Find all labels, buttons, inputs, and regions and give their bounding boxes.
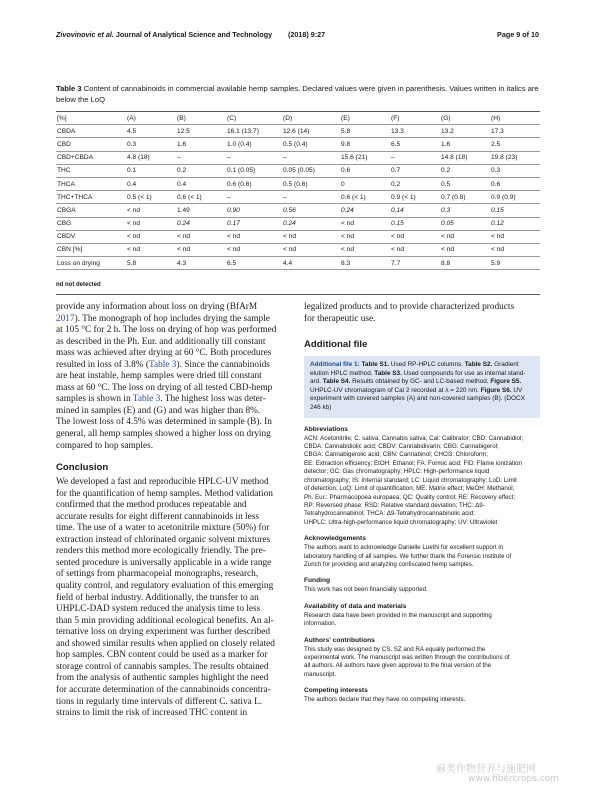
- table-caption-text: Content of cannabinoids in commercial available hemp samples. Declared values were given in parenthesis. Values written in italics are below the LoQ: [56, 84, 539, 104]
- table-cell: 0.3: [126, 138, 176, 151]
- text-line: This study was designed by CS. SZ and RA equally performed the: [304, 645, 486, 653]
- text-line: as described in the Ph. Eur. and additionally till constant: [56, 336, 266, 347]
- row-label: CBGA: [56, 204, 126, 217]
- availability-text: [304, 612, 540, 629]
- table-cell: 0.15: [490, 204, 540, 217]
- text-line: ternative loss on drying experiment was further described: [56, 627, 271, 638]
- table-cell: 0.7 (0.8): [440, 191, 490, 204]
- table-cell: 9.8: [340, 138, 390, 151]
- table-cell: < nd: [176, 230, 226, 243]
- table-header-cell: (D): [282, 112, 340, 125]
- table-cell: < nd: [390, 243, 440, 256]
- text-line: mined in samples (E) and (G) and was higher than 8%.: [56, 405, 261, 416]
- table-header-row: [56, 112, 540, 125]
- table-cell: 0.6: [340, 164, 390, 177]
- abbreviations-title: Abbreviations: [304, 425, 348, 433]
- text-line: renders this method more ecologically friendly. The pre-: [56, 546, 266, 557]
- table-row: [56, 217, 540, 230]
- table-cell: 12.6 (14): [282, 125, 340, 138]
- table-cell: < nd: [390, 230, 440, 243]
- text-line: storage control of cannabis samples. The results obtained: [56, 661, 269, 672]
- abbreviations-section: [304, 426, 540, 527]
- table-cell: 0.5 (< 1): [126, 191, 176, 204]
- text-line: are heat instable, hemp samples were dried till constant: [56, 371, 262, 382]
- additional-file-heading: Additional file: [304, 339, 368, 351]
- text-line: mass at 60 °C. The loss on drying of all tested CBD-hemp: [56, 382, 273, 393]
- table-header-cell: (H): [490, 112, 540, 125]
- table-cell: 4.4: [282, 257, 340, 270]
- table-header-cell: (F): [390, 112, 440, 125]
- table-cell: 1.6: [176, 138, 226, 151]
- table-cell: 0.4: [176, 177, 226, 190]
- table-cell: 0.24: [340, 204, 390, 217]
- text-line: provide any information about loss on drying (BfArM: [56, 302, 258, 312]
- table-bottom-rule: [56, 294, 540, 295]
- table-row: [56, 138, 540, 151]
- table-cell: 5.8: [126, 257, 176, 270]
- text-line: ACN: Acetonitrile; C. sativa: Cannabis sativa; Cal: Calibrator; CBD: Cannabidiol;: [304, 434, 524, 442]
- table-row: [56, 125, 540, 138]
- table-cell: 0.5: [440, 177, 490, 190]
- text-line: of detection; LoQ: Limit of quantification; ME: Matrix effect; MeOH: Methanol;: [304, 485, 515, 493]
- table-cell: 0.6 (< 1): [340, 191, 390, 204]
- table-cell: 0.15: [390, 217, 440, 230]
- funding-title: Funding: [304, 577, 330, 585]
- table-cell: –: [226, 151, 282, 164]
- text-line: experimental work. The manuscript was written through the contributions of: [304, 653, 510, 661]
- text-line: The authors declare that they have no competing interests.: [304, 696, 466, 704]
- journal-authors: Zivovinovic et al.: [56, 30, 114, 39]
- text-line: mass was achieved after drying at 60 °C. Both procedures: [56, 348, 272, 359]
- additional-file-box[interactable]: [304, 356, 540, 418]
- table-cell: 0.2: [176, 164, 226, 177]
- table-cell: 1.6: [440, 138, 490, 151]
- journal-year: (2018) 9:27: [288, 30, 326, 39]
- text-line: 2017). The monograph of hop includes drying the sample: [56, 313, 270, 324]
- row-label: THC: [56, 164, 126, 177]
- table-cell: 0.1: [126, 164, 176, 177]
- text-line: Additional file 1: Table S1. Used RP-HPLC columns. Table S2. Gradient: [310, 361, 519, 369]
- competing-title: Competing interests: [304, 687, 368, 695]
- table-cell: –: [226, 191, 282, 204]
- text-line: extraction instead of chlorinated organic solvent mixtures: [56, 534, 271, 545]
- table-cell: < nd: [282, 230, 340, 243]
- text-line: field of herbal industry. Additionally, the transfer to an: [56, 592, 259, 603]
- table-cell: 8.3: [340, 257, 390, 270]
- text-line: for accurate determination of the cannabinoids concentra-: [56, 684, 271, 695]
- text-line: manuscript.: [304, 670, 336, 678]
- competing-text: [304, 696, 540, 704]
- table-row: [56, 230, 540, 243]
- text-line: general, all hemp samples showed a higher loss on drying: [56, 429, 271, 440]
- table-row: [56, 243, 540, 256]
- text-line: This work has not been financially supported.: [304, 586, 428, 594]
- table-row: [56, 204, 540, 217]
- text-line: UHPLC-UV chromatogram of Cal 2 recorded at λ = 220 nm. Figure S6. UV: [310, 386, 523, 394]
- table-cell: 17.3: [490, 125, 540, 138]
- text-line: time. The use of a water to acetonitrile mixture (50%) for: [56, 523, 270, 534]
- cannabinoid-table: [56, 111, 540, 270]
- text-line: elution HPLC method. Table S3. Used compounds for use as internal stand-: [310, 369, 526, 377]
- contributions-text: [304, 646, 540, 680]
- text-line: of settings from pharmacopeial monographs, research,: [56, 569, 259, 580]
- text-line: UHPLC-DAD system reduced the analysis time to less: [56, 604, 261, 615]
- table-cell: 1.49: [176, 204, 226, 217]
- table-cell: –: [390, 151, 440, 164]
- table-cell: 0.5 (0.6): [282, 177, 340, 190]
- text-line: at 105 °C for 2 h. The loss on drying of hop was performed: [56, 325, 277, 336]
- competing-section: [304, 687, 540, 704]
- table-cell: –: [282, 191, 340, 204]
- text-line: for the quantification of hemp samples. Method validation: [56, 488, 273, 499]
- watermark-url: www.fibercrops.com: [468, 774, 559, 784]
- table-cell: < nd: [490, 243, 540, 256]
- table-cell: 0.9 (0.9): [490, 191, 540, 204]
- table-cell: –: [176, 151, 226, 164]
- table-label: Table 3: [56, 84, 82, 93]
- text-line: The lowest loss of 4.5% was determined in sample (B). In: [56, 417, 272, 428]
- table-header-cell: (G): [440, 112, 490, 125]
- text-line: chromatography; IS: Internal standard; LC: Liquid chromatography; LoD: Limit: [304, 476, 517, 484]
- table-cell: 0.7: [390, 164, 440, 177]
- availability-section: [304, 603, 540, 629]
- table-cell: 6.5: [226, 257, 282, 270]
- journal-citation: [56, 30, 272, 39]
- text-line: Zurich for providing and analyzing confiscated hemp samples.: [304, 560, 474, 568]
- text-line: CBGA: Cannabigerolic acid; CBN: Cannabinol; CHCl3: Chloroform;: [304, 451, 488, 459]
- row-label: CBG: [56, 217, 126, 230]
- table-cell: 0.3: [440, 204, 490, 217]
- table-cell: 0.24: [282, 217, 340, 230]
- table-cell: 19.8 (23): [490, 151, 540, 164]
- text-line: and showed similar results when applied on closely related: [56, 638, 275, 649]
- text-line: confirmed that the method produces repeatable and: [56, 500, 247, 511]
- text-line: We developed a fast and reproducible HPLC-UV method: [56, 477, 269, 488]
- table-cell: 6.5: [390, 138, 440, 151]
- table-header-cell: (A): [126, 112, 176, 125]
- funding-text: [304, 586, 540, 594]
- watermark-text: 麻类作物营养与施肥网: [436, 764, 536, 775]
- table-cell: 2.5: [490, 138, 540, 151]
- text-line: laboratory handling of all samples. We further thank the Forensic Institute of: [304, 552, 512, 560]
- text-line: RP: Reversed phase; RSD: Relative standard deviation; THC: Δ9-: [304, 501, 485, 509]
- running-header: [56, 30, 539, 42]
- text-line: tions in regularly time intervals of different C. sativa L.: [56, 696, 263, 707]
- table-cell: 0.6 (< 1): [176, 191, 226, 204]
- table-cell: 0.05: [440, 217, 490, 230]
- table-cell: 8.8: [440, 257, 490, 270]
- table-cell: 0.6 (0.6): [226, 177, 282, 190]
- table-cell: 0.3: [490, 164, 540, 177]
- table-cell: 0.4: [126, 177, 176, 190]
- contributions-section: [304, 637, 540, 680]
- text-line: Ph. Eur.: Pharmacopoea europaea; QC: Quality control; RE: Recovery effect;: [304, 493, 516, 501]
- text-line: 246 kb): [310, 404, 332, 412]
- table-cell: 0.14: [390, 204, 440, 217]
- table-cell: < nd: [226, 230, 282, 243]
- table-cell: 0.9 (< 1): [390, 191, 440, 204]
- table-cell: 0: [340, 177, 390, 190]
- table-cell: < nd: [126, 243, 176, 256]
- text-line: ard. Table S4. Results obtained by GC- and LC-based method. Figure S5.: [310, 378, 522, 386]
- table-row: [56, 151, 540, 164]
- table-cell: 0.17: [226, 217, 282, 230]
- table-cell: 4.3: [176, 257, 226, 270]
- text-line: compared to hop samples.: [56, 440, 154, 451]
- row-label: CBDA: [56, 125, 126, 138]
- contributions-title: Authors' contributions: [304, 636, 375, 644]
- text-line: resulted in loss of 3.8% (Table 3). Since the cannabinoids: [56, 359, 270, 370]
- table-cell: < nd: [282, 243, 340, 256]
- text-line: UHPLC: Ultra-high-performance liquid chromatography; UV: Ultraviolet: [304, 518, 498, 526]
- row-label: Loss on drying: [56, 257, 126, 270]
- row-label: CBDV: [56, 230, 126, 243]
- table-cell: < nd: [126, 230, 176, 243]
- table-cell: 13.3: [390, 125, 440, 138]
- text-line: information.: [304, 620, 337, 628]
- table-cell: 5.8: [340, 125, 390, 138]
- table-cell: < nd: [340, 243, 390, 256]
- text-line: Research data have been provided in the manuscript and supporting: [304, 611, 492, 619]
- text-line: quality control, and regulatory evaluation of this emerging: [56, 581, 274, 592]
- table-header-cell: (E): [340, 112, 390, 125]
- table-cell: 0.2: [440, 164, 490, 177]
- abbreviations-text: [304, 435, 540, 527]
- table-header-cell: (C): [226, 112, 282, 125]
- text-line: for therapeutic use.: [304, 313, 376, 324]
- text-line: CBDA: Cannabidiolic acid; CBDV: Cannabidivarin; CBG: Cannabigerol;: [304, 443, 499, 451]
- left-column: [56, 302, 292, 720]
- row-label: THCA: [56, 177, 126, 190]
- text-line: legalized products and to provide characterized products: [304, 302, 515, 312]
- table-cell: < nd: [340, 217, 390, 230]
- table-caption: [56, 84, 540, 105]
- table-cell: < nd: [126, 204, 176, 217]
- table-cell: 0.6: [490, 177, 540, 190]
- text-line: than 5 min providing additional ecological benefits. An al-: [56, 615, 274, 626]
- table-cell: < nd: [340, 230, 390, 243]
- table-row: [56, 191, 540, 204]
- acknowledgements-section: [304, 535, 540, 569]
- text-line: detector; GC: Gas chromatography; HPLC: High-performance liquid: [304, 468, 490, 476]
- table-cell: 0.24: [176, 217, 226, 230]
- right-column: [304, 302, 540, 705]
- row-label: CBD+CBDA: [56, 151, 126, 164]
- text-line: EE: Extraction efficiency; EtOH: Ethanol; FA: Formic acid; FID: Flame ionization: [304, 459, 522, 467]
- table-cell: < nd: [176, 243, 226, 256]
- text-line: sented procedure is universally applicable in a wide range: [56, 557, 272, 568]
- conclusion-paragraph: [56, 477, 292, 719]
- table-cell: 0.5 (0.4): [282, 138, 340, 151]
- table-cell: 0.12: [490, 217, 540, 230]
- text-line: strains to limit the risk of increased THC content in: [56, 708, 248, 719]
- availability-title: Availability of data and materials: [304, 602, 407, 610]
- acknowledgements-text: [304, 544, 540, 569]
- table-cell: 0.56: [282, 204, 340, 217]
- table-row: [56, 257, 540, 270]
- table-cell: 7.7: [390, 257, 440, 270]
- table-cell: 1.0 (0.4): [226, 138, 282, 151]
- table-cell: < nd: [440, 243, 490, 256]
- table-cell: < nd: [226, 243, 282, 256]
- table-row: [56, 177, 540, 190]
- row-label: CBD: [56, 138, 126, 151]
- row-label: THC+THCA: [56, 191, 126, 204]
- table-cell: 0.05 (0.05): [282, 164, 340, 177]
- text-line: experiment with covered samples (A) and non-covered samples (B). (DOCX: [310, 395, 525, 403]
- table-cell: < nd: [490, 230, 540, 243]
- continuation-paragraph: [304, 302, 540, 325]
- text-line: accurate results for eight different cannabinoids in less: [56, 511, 259, 522]
- text-line: Tetrahydrocannabinol; THCA: Δ9-Tetrahydrocannabinolic acid;: [304, 510, 475, 518]
- table-cell: 0.1 (0.05): [226, 164, 282, 177]
- text-line: samples is shown in Table 3. The highest loss was deter-: [56, 394, 266, 405]
- table-cell: < nd: [440, 230, 490, 243]
- text-line: from the analysis of authentic samples highlight the need: [56, 673, 269, 684]
- table-header-cell: [%]: [56, 112, 126, 125]
- table-cell: 0.2: [390, 177, 440, 190]
- table-cell: –: [282, 151, 340, 164]
- table-cell: 16.1 (13.7): [226, 125, 282, 138]
- loss-on-drying-paragraph: [56, 302, 292, 452]
- text-line: The authors want to acknowledge Danielle Luethi for excellent support in: [304, 544, 504, 552]
- text-line: all authors. All authors have given approval to the final version of the: [304, 662, 492, 670]
- conclusion-heading: Conclusion: [56, 462, 109, 474]
- table-cell: 4.8 (18): [126, 151, 176, 164]
- table-cell: 5.9: [490, 257, 540, 270]
- text-line: hop samples. CBN content could be used as a marker for: [56, 650, 268, 661]
- table-row: [56, 164, 540, 177]
- table-cell: < nd: [126, 217, 176, 230]
- table-cell: 15.6 (21): [340, 151, 390, 164]
- funding-section: [304, 577, 540, 594]
- table-cell: 13.2: [440, 125, 490, 138]
- table-cell: 12.5: [176, 125, 226, 138]
- acknowledgements-title: Acknowledgements: [304, 535, 366, 543]
- page-number: Page 9 of 10: [497, 30, 539, 39]
- table-cell: 14.8 (18): [440, 151, 490, 164]
- row-label: CBN [%]: [56, 243, 126, 256]
- table-footnote: nd not detected: [56, 282, 101, 288]
- table-header-cell: (B): [176, 112, 226, 125]
- table-cell: 0.90: [226, 204, 282, 217]
- table-cell: 4.5: [126, 125, 176, 138]
- journal-name: Journal of Analytical Science and Technology: [115, 30, 273, 39]
